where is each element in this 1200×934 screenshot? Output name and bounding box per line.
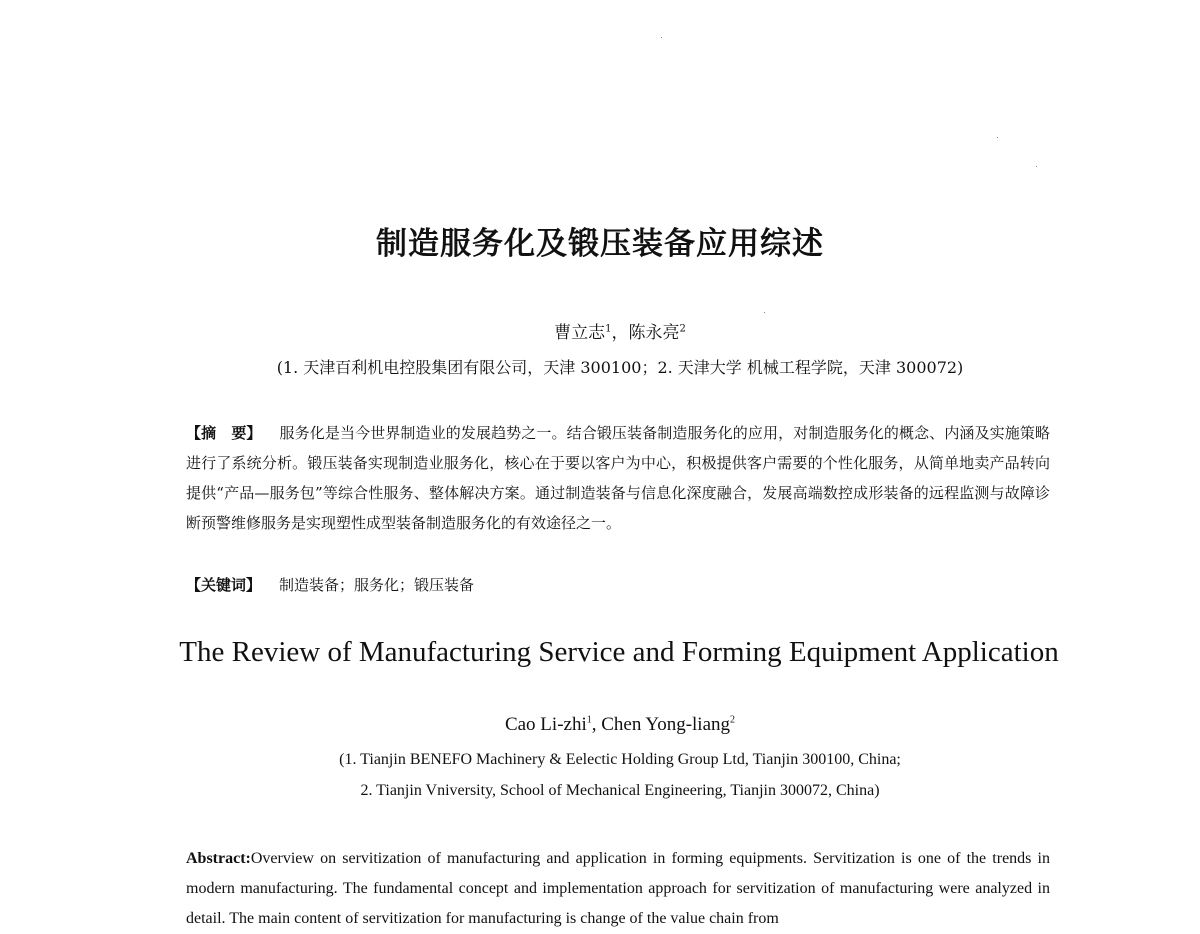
chinese-keywords bbox=[186, 570, 1050, 600]
chinese-author-1: 曹立志 bbox=[554, 323, 606, 343]
english-abstract-label: Abstract: bbox=[186, 850, 251, 867]
chinese-author-2: 陈永亮 bbox=[628, 323, 680, 343]
english-affiliation-line-2: 2. Tianjin Vniversity, School of Mechanical Engineering, Tianjin 300072, China) bbox=[360, 782, 880, 799]
chinese-author-1-sup: 1 bbox=[605, 323, 612, 335]
english-title: The Review of Manufacturing Service and Forming Equipment Application bbox=[179, 636, 1059, 668]
scan-speck bbox=[661, 37, 662, 38]
chinese-affiliation: (1. 天津百利机电控股集团有限公司，天津 300100；2. 天津大学 机械工程学院，天津 300072) bbox=[276, 358, 964, 377]
chinese-abstract bbox=[186, 418, 1050, 538]
english-authors: Cao Li-zhi$^1$, Chen Yong-liang$^2$ bbox=[504, 714, 736, 735]
chinese-keywords-label: 【关键词】 bbox=[186, 576, 262, 594]
english-author-2-sup: 2 bbox=[730, 714, 736, 726]
english-abstract-text: Overview on servitization of manufacturing and application in forming equipments. Servitization is one of the trends in modern manufacturing. The fundamental concept and implementation approach for servitization of manufacturing were analyzed in detail. The main content of servitization for manufacturing is change of the value chain from bbox=[186, 850, 1050, 927]
chinese-abstract-label: 【摘 要】 bbox=[186, 424, 262, 442]
chinese-authors: 曹立志$^1$，陈永亮$^2$ bbox=[554, 323, 686, 343]
english-abstract bbox=[186, 844, 1050, 934]
chinese-author-2-sup: 2 bbox=[679, 323, 686, 335]
chinese-abstract-text: 服务化是当今世界制造业的发展趋势之一。结合锻压装备制造服务化的应用，对制造服务化的概念、内涵及实施策略进行了系统分析。锻压装备实现制造业服务化，核心在于要以客户为中心，积极提供客户需要的个性化服务，从简单地卖产品转向提供“产品—服务包”等综合性服务、整体解决方案。通过制造装备与信息化深度融合，发展高端数控成形装备的远程监测与故障诊断预警维修服务是实现塑性成型装备制造服务化的有效途径之一。 bbox=[186, 424, 1050, 532]
scan-speck bbox=[997, 137, 998, 138]
english-affiliation-line-1: (1. Tianjin BENEFO Machinery & Eelectic Holding Group Ltd, Tianjin 300100, China; bbox=[339, 751, 901, 768]
english-author-1: Cao Li-zhi bbox=[504, 714, 587, 735]
chinese-title: 制造服务化及锻压装备应用综述 bbox=[376, 226, 824, 262]
chinese-keywords-text: 制造装备；服务化；锻压装备 bbox=[279, 576, 475, 594]
english-author-2: Chen Yong-liang bbox=[601, 714, 731, 735]
english-author-1-sup: 1 bbox=[586, 714, 592, 726]
scan-speck bbox=[764, 312, 765, 313]
scan-speck bbox=[1036, 166, 1037, 167]
